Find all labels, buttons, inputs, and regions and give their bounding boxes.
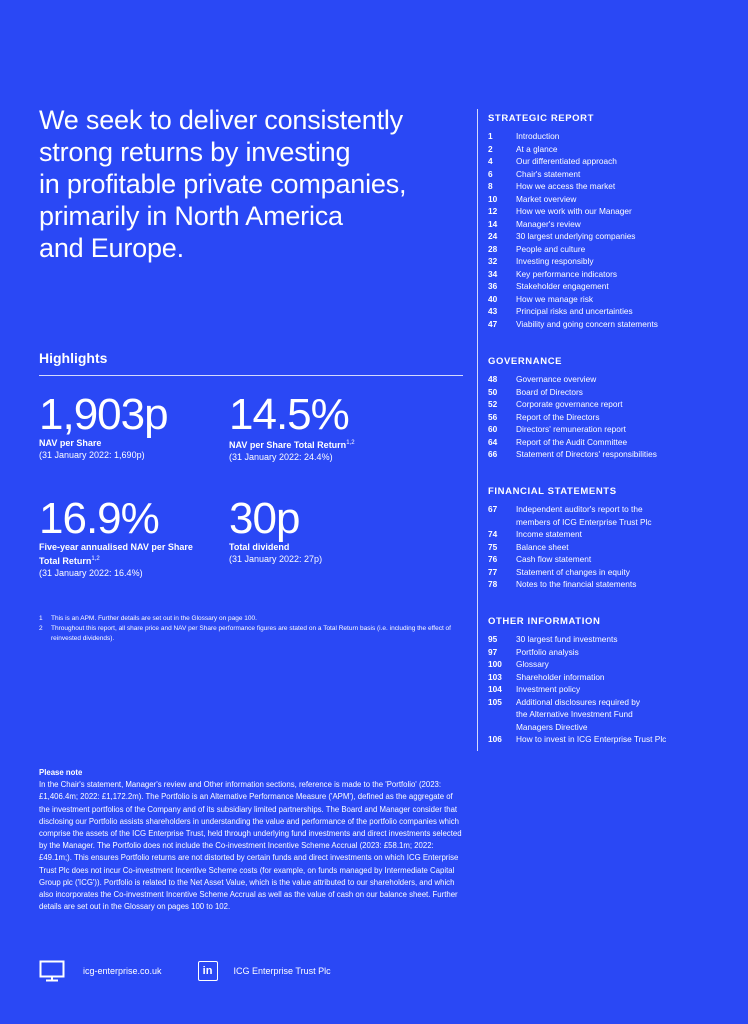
toc-item[interactable] [488,130,738,143]
toc-page-number: 43 [488,306,498,316]
toc-item-label: Viability and going concern statements [516,318,658,329]
toc-page-number: 36 [488,281,498,291]
toc-section-title: GOVERNANCE [488,356,563,367]
toc-governance [488,356,738,461]
toc-page-number [488,721,516,734]
note-body: In the Chair's statement, Manager's review and Other information sections, reference is made to the 'Portfolio' (2023: £1,406.4m; 2022: £1,172.2m). The Portfolio is an Alternative Performance Measure ('APM'), defined as the aggregate of the investment portfolios of the Company and of its subsidiary limited partnerships. The Board and Manager consider that disclosing our Portfolio assists shareholders in understanding the value and performance of the portfolio companies which comprise the assets of the ICG Enterprise Trust, held through underlying fund investments and direct investments selected by the Manager. The Portfolio does not include the Co-investment Incentive Scheme Accrual (2023: £58.1m; 2022: £49.1m;). This ensures Portfolio returns are not distorted by certain funds and direct investments on which ICG Enterprise Trust Plc does not incur Co-investment Incentive Scheme costs (for example, on funds managed by Intermediate Capital Group plc ('ICG')). Portfolio is related to the Net Asset Value, which is the value attributed to our shareholders, and which also incorporates the Co-investment Incentive Scheme Accrual as well as the value of cash on our balance sheet. Further details are set out in the Glossary on pages 100 to 102. [39,780,462,912]
stat-label: NAV per Share Total Return$^{1,2}$ [229,440,355,450]
toc-item-label: Our differentiated approach [516,156,617,166]
toc-item-label: Report of the Directors [516,411,600,422]
toc-item[interactable] [488,255,738,268]
toc-item[interactable] [488,180,738,193]
website-link[interactable]: icg-enterprise.co.uk [83,966,162,976]
toc-item[interactable] [488,168,738,181]
toc-page-number: 32 [488,256,498,266]
footnote-ref: 1,2 [346,440,355,446]
toc-item[interactable] [488,193,738,206]
toc-item[interactable] [488,155,738,168]
toc-page-number: 76 [488,554,498,564]
toc-item-label: Board of Directors [516,386,583,397]
toc-item-label: Income statement [516,529,582,539]
toc-item[interactable] [488,733,738,746]
toc-item-label: Independent auditor's report to the [516,504,643,514]
toc-item-label: Balance sheet [516,541,569,552]
headline-line: in profitable private companies, [39,169,407,199]
stat-comparison: (31 January 2022: 16.4%) [39,568,143,578]
toc-item[interactable] [488,423,738,436]
toc-item-label: Statement of Directors' responsibilities [516,449,657,459]
please-note [39,767,464,913]
toc-page-number: 103 [488,671,502,682]
toc-item-label: Key performance indicators [516,268,617,279]
toc-item[interactable] [488,658,738,671]
toc-page-number: 64 [488,436,498,447]
toc-item[interactable] [488,721,738,734]
toc-item[interactable] [488,305,738,318]
toc-item-label: Introduction [516,131,560,141]
toc-page-number: 10 [488,193,498,204]
toc-page-number: 56 [488,411,498,422]
headline-line: primarily in North America [39,201,343,231]
monitor-icon [39,960,65,982]
toc-page-number: 28 [488,243,498,254]
toc-item[interactable] [488,528,738,541]
toc-item[interactable] [488,553,738,566]
toc-item-label: the Alternative Investment Fund [516,709,633,719]
column-divider [477,109,478,751]
footnote: 1 This is an APM. Further details are set out in the Glossary on page 100. [39,615,257,622]
toc-item-label: Stakeholder engagement [516,281,609,291]
footer [39,960,331,982]
toc-page-number: 47 [488,318,498,329]
toc-item[interactable] [488,373,738,386]
toc-page-number: 48 [488,374,498,384]
toc-financial-statements [488,486,738,591]
toc-item-label: How we access the market [516,181,616,191]
toc-page-number: 95 [488,634,498,644]
toc-page-number: 6 [488,168,493,179]
toc-page-number: 74 [488,529,498,539]
stat-nav-per-share [39,390,229,461]
toc-page-number: 52 [488,399,498,409]
toc-item-label: Corporate governance report [516,399,623,409]
toc-item[interactable] [488,243,738,256]
toc-item-label: Shareholder information [516,671,605,682]
toc-item[interactable] [488,503,738,516]
footnote: 2 Throughout this report, all share price and NAV per Share performance figures are stated on a Total Return basis (i.e. including the effect of reinvested dividends). [39,625,451,642]
toc-section-title: STRATEGIC REPORT [488,113,595,124]
stat-comparison: (31 January 2022: 1,690p) [39,450,145,460]
toc-item[interactable] [488,541,738,554]
toc-item[interactable] [488,268,738,281]
toc-page-number: 1 [488,131,493,141]
toc-item-label: Glossary [516,659,549,669]
linkedin-link[interactable]: ICG Enterprise Trust Plc [233,966,331,976]
toc-item-label: Governance overview [516,374,597,384]
highlights-title: Highlights [39,350,108,366]
toc-item[interactable] [488,708,738,721]
toc-item-label: Investing responsibly [516,256,594,266]
toc-item[interactable] [488,566,738,579]
toc-item-label: Portfolio analysis [516,646,579,657]
toc-item[interactable] [488,386,738,399]
toc-page-number: 8 [488,181,493,191]
toc-item-label: members of ICG Enterprise Trust Plc [516,516,652,527]
toc-item[interactable] [488,633,738,646]
toc-page-number: 78 [488,579,498,589]
footnotes [39,614,459,644]
stat-label: NAV per Share [39,438,102,448]
toc-item-label: Principal risks and uncertainties [516,306,633,316]
toc-page-number: 104 [488,684,502,694]
toc-page-number: 12 [488,206,498,216]
toc-strategic-report [488,113,738,330]
toc-item[interactable] [488,218,738,231]
toc-item-label: Chair's statement [516,168,581,179]
toc-page-number: 34 [488,268,498,279]
stat-value: 1,903p [39,390,168,439]
toc-page-number: 100 [488,659,502,669]
toc-item[interactable] [488,398,738,411]
stat-value: 14.5% [229,390,349,439]
toc-item[interactable] [488,683,738,696]
toc-item[interactable] [488,671,738,684]
toc-item[interactable] [488,205,738,218]
toc-item-label: Investment policy [516,684,581,694]
toc-page-number: 4 [488,156,493,166]
toc-page-number: 77 [488,566,498,577]
toc-item[interactable] [488,436,738,449]
toc-item-label: Notes to the financial statements [516,579,637,589]
toc-page-number: 105 [488,696,502,707]
toc-item[interactable] [488,696,738,709]
linkedin-icon[interactable]: in [198,961,218,981]
toc-page-number [488,708,516,721]
toc-page-number: 106 [488,734,502,744]
stat-comparison: (31 January 2022: 27p) [229,554,323,564]
headline-line: We seek to deliver consistently [39,105,403,135]
stat-label: Total dividend [229,542,290,552]
toc-page-number: 40 [488,293,498,304]
toc-item-label: How we work with our Manager [516,206,632,216]
toc-item[interactable] [488,578,738,591]
footnote-ref: 1,2 [91,556,100,562]
stat-value: 16.9% [39,494,159,543]
stat-comparison: (31 January 2022: 24.4%) [229,452,333,462]
toc-page-number [488,516,516,529]
headline [39,104,459,264]
toc-section-title: FINANCIAL STATEMENTS [488,486,617,497]
stat-nav-total-return [229,390,419,463]
toc-page-number: 66 [488,449,498,459]
headline-line: strong returns by investing [39,137,351,167]
toc-item-label: Report of the Audit Committee [516,436,628,447]
toc-item[interactable] [488,411,738,424]
toc-item-label: At a glance [516,143,558,154]
headline-line: and Europe. [39,233,184,263]
toc-item-label: 30 largest underlying companies [516,231,636,241]
toc-page-number: 24 [488,231,498,241]
toc-item[interactable] [488,293,738,306]
toc-item-label: Market overview [516,193,577,204]
toc-page-number: 75 [488,541,498,552]
stat-total-dividend [229,494,419,565]
toc-item-label: Manager's review [516,218,581,229]
toc-item[interactable] [488,143,738,156]
stat-five-year-return [39,494,229,579]
toc-page-number: 97 [488,646,498,657]
stat-value: 30p [229,494,300,543]
toc-page-number: 50 [488,386,498,397]
toc-page-number: 67 [488,504,498,514]
toc-item-label: Cash flow statement [516,554,592,564]
toc-item[interactable] [488,230,738,243]
highlights-divider [39,375,463,376]
toc-page-number: 60 [488,424,498,434]
toc-page-number: 2 [488,143,493,154]
toc-item-label: How we manage risk [516,293,594,304]
toc-item[interactable] [488,318,738,331]
toc-item[interactable] [488,280,738,293]
toc-item-label: Directors' remuneration report [516,424,626,434]
toc-item-label: Additional disclosures required by [516,696,641,707]
toc-item[interactable] [488,448,738,461]
toc-item-label: 30 largest fund investments [516,634,618,644]
toc-item[interactable] [488,516,738,529]
toc-item[interactable] [488,646,738,659]
toc-item-label: People and culture [516,243,586,254]
toc-other-information [488,616,738,746]
toc-item-label: Statement of changes in equity [516,566,630,577]
toc-item-label: Managers Directive [516,721,588,732]
toc-section-title: OTHER INFORMATION [488,616,601,627]
toc-page-number: 14 [488,218,498,229]
note-title: Please note [39,768,83,777]
stat-label: Five-year annualised NAV per Share Total Return$^{1,2}$ [39,542,193,566]
toc-item-label: How to invest in ICG Enterprise Trust Plc [516,734,667,744]
